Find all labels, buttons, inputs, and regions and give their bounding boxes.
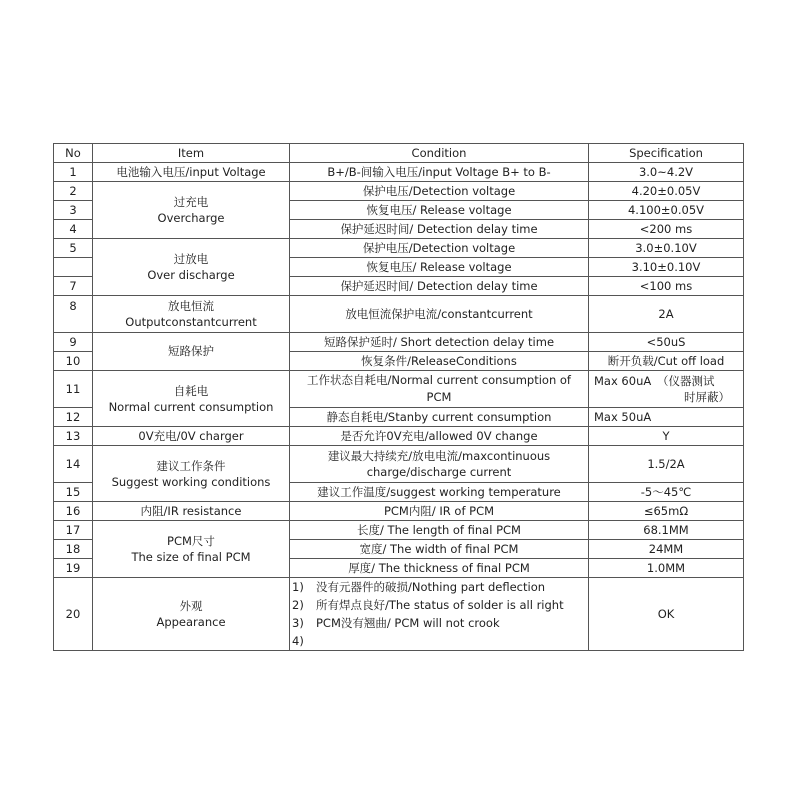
spec-cell: 1.0MM (589, 559, 744, 578)
list-text: 没有元器件的破损/Nothing part deflection (316, 580, 546, 594)
condition-cell (290, 446, 589, 483)
item-cell-suggest-conditions (93, 446, 290, 502)
spec-cell: <50uS (589, 333, 744, 352)
spec-cell (589, 371, 744, 408)
condition-cell: 工作状态自耗电/Normal current consumption of PCM (290, 371, 589, 408)
item-cell: 0V充电/0V charger (93, 427, 290, 446)
spec-cell: 68.1MM (589, 521, 744, 540)
row-no: 15 (54, 483, 93, 502)
spec-cell: 24MM (589, 540, 744, 559)
item-label-en: Normal current consumption (108, 399, 274, 414)
spec-cell: Y (589, 427, 744, 446)
table-row (54, 296, 744, 333)
table-row (54, 521, 744, 540)
row-no: 7 (54, 277, 93, 296)
table-row (54, 182, 744, 201)
row-no: 14 (54, 446, 93, 483)
table-row (54, 578, 744, 651)
list-item (292, 578, 586, 596)
condition-cell: 保护延迟时间/ Detection delay time (290, 277, 589, 296)
condition-cell: PCM内阻/ IR of PCM (290, 502, 589, 521)
table-row (54, 446, 744, 483)
row-no: 18 (54, 540, 93, 559)
row-no: 17 (54, 521, 93, 540)
condition-line: 建议最大持续充/放电电流/maxcontinuous (327, 449, 551, 463)
spec-cell: <200 ms (589, 220, 744, 239)
spec-line: Max 60uA （仪器测试 (594, 374, 715, 388)
condition-cell: 宽度/ The width of final PCM (290, 540, 589, 559)
list-number: 3) (292, 616, 304, 630)
item-cell: 电池输入电压/input Voltage (93, 163, 290, 182)
item-label-cn: 建议工作条件 (156, 458, 226, 473)
condition-cell: 长度/ The length of final PCM (290, 521, 589, 540)
row-no: 10 (54, 352, 93, 371)
list-item (292, 596, 586, 614)
list-number: 2) (292, 598, 304, 612)
condition-cell: 放电恒流保护电流/constantcurrent (290, 296, 589, 333)
table-header-row (54, 144, 744, 163)
item-label-en: Over discharge (147, 268, 235, 282)
row-no: 5 (54, 239, 93, 258)
spec-cell: 4.20±0.05V (589, 182, 744, 201)
item-label-cn: 放电恒流 (168, 299, 214, 313)
item-label-en: The size of final PCM (131, 550, 251, 564)
condition-cell: 静态自耗电/Stanby current consumption (290, 408, 589, 427)
row-no: 1 (54, 163, 93, 182)
table-row (54, 502, 744, 521)
table-row (54, 333, 744, 352)
row-no: 16 (54, 502, 93, 521)
condition-cell: 建议工作温度/suggest working temperature (290, 483, 589, 502)
row-no: 4 (54, 220, 93, 239)
item-cell-overcharge (93, 182, 290, 239)
spec-cell: 4.100±0.05V (589, 201, 744, 220)
list-text: PCM没有翘曲/ PCM will not crook (316, 616, 500, 630)
condition-cell: 保护延迟时间/ Detection delay time (290, 220, 589, 239)
item-cell-appearance (93, 578, 290, 651)
row-no: 19 (54, 559, 93, 578)
item-label-en: Suggest working conditions (111, 474, 271, 489)
table-row (54, 371, 744, 408)
row-no: 20 (54, 578, 93, 651)
item-cell-output-current (93, 296, 290, 333)
table-row (54, 427, 744, 446)
spec-cell: <100 ms (589, 277, 744, 296)
item-cell-short-circuit: 短路保护 (93, 333, 290, 371)
condition-cell: 保护电压/Detection voltage (290, 239, 589, 258)
item-cell-pcm-size (93, 521, 290, 578)
spec-cell: 3.0~4.2V (589, 163, 744, 182)
spec-cell: ≤65mΩ (589, 502, 744, 521)
spec-cell: 3.10±0.10V (589, 258, 744, 277)
list-item (292, 614, 586, 632)
item-label-en: Appearance (156, 615, 226, 629)
item-label-cn: 过放电 (173, 252, 209, 266)
header-no: No (54, 144, 93, 163)
condition-cell: 是否允许0V充电/allowed 0V change (290, 427, 589, 446)
header-condition: Condition (290, 144, 589, 163)
table-row (54, 239, 744, 258)
item-label-cn: PCM尺寸 (167, 534, 215, 548)
appearance-condition-list (290, 578, 589, 651)
condition-line: charge/discharge current (366, 465, 512, 479)
row-no: 8 (54, 296, 93, 333)
table-row (54, 163, 744, 182)
row-no (54, 258, 93, 277)
spec-cell: Max 50uA (589, 408, 744, 427)
item-cell-self-consumption (93, 371, 290, 427)
spec-cell: 断开负载/Cut off load (589, 352, 744, 371)
item-cell: 内阻/IR resistance (93, 502, 290, 521)
header-specification: Specification (589, 144, 744, 163)
item-label-cn: 过充电 (173, 195, 209, 209)
condition-cell: 保护电压/Detection voltage (290, 182, 589, 201)
condition-cell: 恢复电压/ Release voltage (290, 201, 589, 220)
item-label-cn: 自耗电 (173, 383, 209, 398)
condition-cell: 恢复电压/ Release voltage (290, 258, 589, 277)
item-label-cn: 外观 (179, 599, 203, 613)
condition-cell: 恢复条件/ReleaseConditions (290, 352, 589, 371)
spec-cell: 3.0±0.10V (589, 239, 744, 258)
spec-line: 时屏蔽） (684, 390, 730, 404)
row-no: 11 (54, 371, 93, 408)
condition-cell: 短路保护延时/ Short detection delay time (290, 333, 589, 352)
spec-cell: OK (589, 578, 744, 651)
row-no: 13 (54, 427, 93, 446)
condition-cell: B+/B-间输入电压/input Voltage B+ to B- (290, 163, 589, 182)
specification-table (53, 143, 744, 651)
header-item: Item (93, 144, 290, 163)
list-item (292, 632, 586, 650)
item-label-en: Outputconstantcurrent (125, 315, 257, 329)
row-no: 3 (54, 201, 93, 220)
list-text: 所有焊点良好/The status of solder is all right (316, 598, 564, 612)
row-no: 12 (54, 408, 93, 427)
condition-cell: 厚度/ The thickness of final PCM (290, 559, 589, 578)
list-number: 1) (292, 580, 304, 594)
item-label-en: Overcharge (157, 211, 225, 225)
item-cell-overdischarge (93, 239, 290, 296)
row-no: 2 (54, 182, 93, 201)
spec-cell: -5～45℃ (589, 483, 744, 502)
spec-cell: 2A (589, 296, 744, 333)
row-no: 9 (54, 333, 93, 352)
spec-cell: 1.5/2A (589, 446, 744, 483)
list-number: 4) (292, 634, 304, 648)
